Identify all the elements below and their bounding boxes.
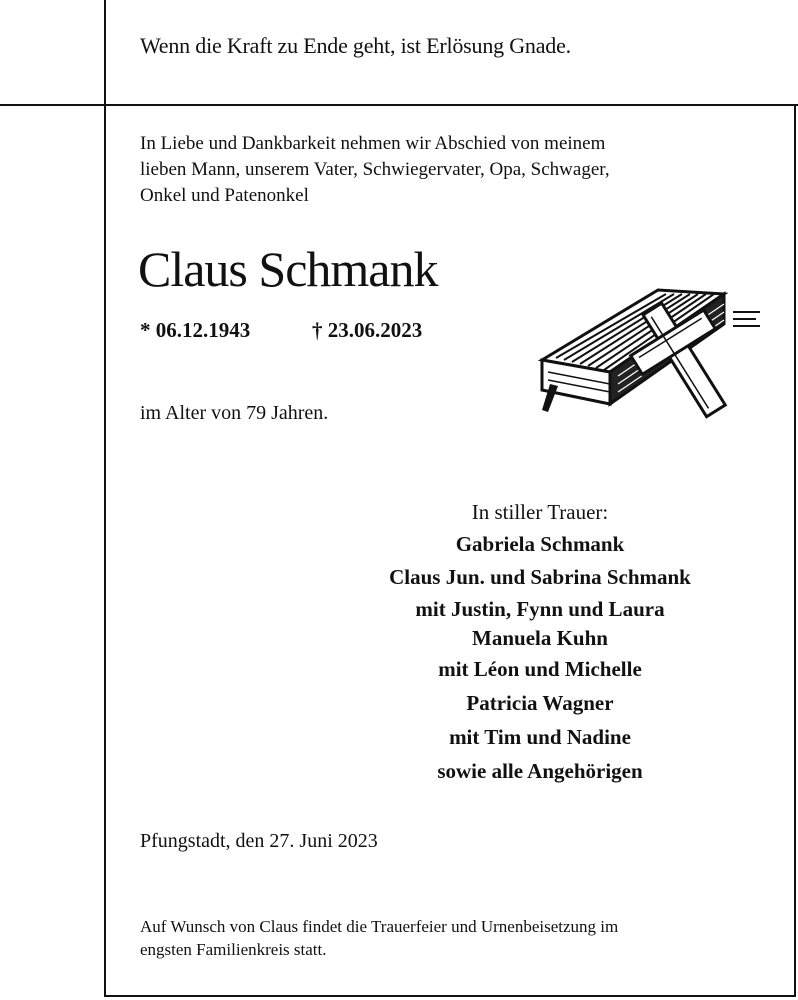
deceased-name: Claus Schmank: [138, 241, 438, 297]
note-line: engsten Familienkreis statt.: [140, 940, 327, 959]
mourning-heading: In stiller Trauer:: [471, 500, 609, 524]
mourner-line: Patricia Wagner: [466, 691, 614, 715]
top-vertical-rule: [104, 0, 106, 106]
mourner-line: sowie alle Angehörigen: [437, 759, 643, 783]
intro-line: Onkel und Patenonkel: [140, 185, 309, 206]
note-line: Auf Wunsch von Claus findet die Trauerfeier und Urnenbeisetzung im: [140, 917, 619, 936]
age-text: im Alter von 79 Jahren.: [140, 402, 329, 424]
mourner-line: mit Tim und Nadine: [449, 725, 631, 749]
ceremony-note: [140, 915, 740, 961]
bible-with-cross-icon: [528, 272, 768, 437]
intro-text: [140, 131, 760, 209]
mourner-line: Claus Jun. und Sabrina Schmank: [389, 565, 691, 589]
mourner-line: Gabriela Schmank: [455, 532, 625, 556]
mourner-line: mit Justin, Fynn und Laura: [415, 597, 665, 621]
birth-date: * 06.12.1943: [140, 318, 251, 342]
motto: Wenn die Kraft zu Ende geht, ist Erlösung Gnade.: [140, 33, 571, 58]
mourner-line: mit Léon und Michelle: [438, 657, 642, 681]
death-date: † 23.06.2023: [312, 318, 423, 342]
intro-line: lieben Mann, unserem Vater, Schwiegervater, Opa, Schwager,: [140, 159, 610, 180]
mourners-block: [330, 496, 750, 788]
place-date: Pfungstadt, den 27. Juni 2023: [140, 830, 378, 852]
mourner-line: Manuela Kuhn: [472, 626, 608, 650]
intro-line: In Liebe und Dankbarkeit nehmen wir Abschied von meinem: [140, 133, 606, 154]
